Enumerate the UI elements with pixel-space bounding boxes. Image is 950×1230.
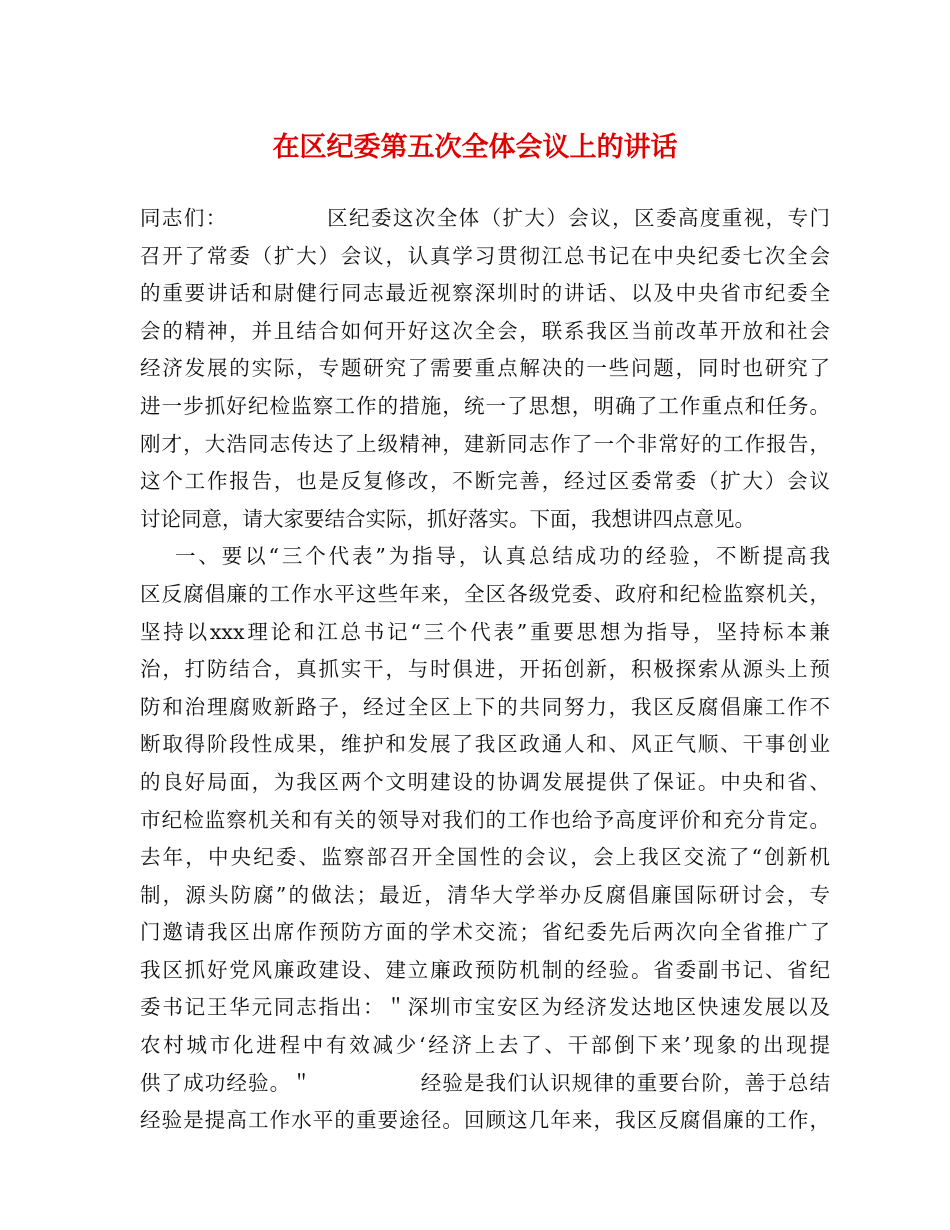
- text-line: 坚持以xxx理论和江总书记“三个代表”重要思想为指导，坚持标本兼: [140, 619, 830, 644]
- text-line: 委书记王华元同志指出：＂深圳市宝安区为经济发达地区快速发展以及: [140, 995, 830, 1020]
- text-line: 召开了常委（扩大）会议，认真学习贯彻江总书记在中央纪委七次全会: [140, 243, 830, 268]
- section-heading-line: 一、要以“三个代表”为指导，认真总结成功的经验，不断提高我: [175, 544, 830, 569]
- text-line: 的良好局面，为我区两个文明建设的协调发展提供了保证。中央和省、: [140, 769, 830, 794]
- text-line: 经济发展的实际，专题研究了需要重点解决的一些问题，同时也研究了: [140, 356, 830, 381]
- text-line: 会的精神，并且结合如何开好这次全会，联系我区当前改革开放和社会: [140, 318, 830, 343]
- text-line: 去年，中央纪委、监察部召开全国性的会议，会上我区交流了“创新机: [140, 845, 830, 870]
- text-line: 供了成功经验。＂ 经验是我们认识规律的重要台阶，善于总结: [140, 1070, 830, 1095]
- text-line: 门邀请我区出席作预防方面的学术交流；省纪委先后两次向全省推广了: [140, 920, 830, 945]
- text-line: 防和治理腐败新路子，经过全区上下的共同努力，我区反腐倡廉工作不: [140, 694, 830, 719]
- document-body: [140, 200, 830, 1140]
- text-line: 讨论同意，请大家要结合实际，抓好落实。下面，我想讲四点意见。: [140, 506, 755, 531]
- text-line: 的重要讲话和尉健行同志最近视察深圳时的讲话、以及中央省市纪委全: [140, 281, 830, 306]
- text-line: 进一步抓好纪检监察工作的措施，统一了思想，明确了工作重点和任务。: [140, 393, 830, 418]
- text-line: 这个工作报告，也是反复修改，不断完善，经过区委常委（扩大）会议: [140, 469, 830, 494]
- text-line: 农村城市化进程中有效减少‘经济上去了、干部倒下来’现象的出现提: [140, 1033, 830, 1058]
- text-line: 制，源头防腐”的做法；最近，清华大学举办反腐倡廉国际研讨会，专: [140, 882, 830, 907]
- text-line: 我区抓好党风廉政建设、建立廉政预防机制的经验。省委副书记、省纪: [140, 957, 830, 982]
- text-line: 经验是提高工作水平的重要途径。回顾这几年来，我区反腐倡廉的工作，: [140, 1108, 830, 1133]
- text-line: 区反腐倡廉的工作水平这些年来，全区各级党委、政府和纪检监察机关，: [140, 581, 830, 606]
- text-line: 市纪检监察机关和有关的领导对我们的工作也给予高度评价和充分肯定。: [140, 807, 830, 832]
- document-title: 在区纪委第五次全体会议上的讲话: [272, 132, 678, 163]
- text-line: 断取得阶段性成果，维护和发展了我区政通人和、风正气顺、干事创业: [140, 732, 830, 757]
- text-line: 刚才，大浩同志传达了上级精神，建新同志作了一个非常好的工作报告，: [140, 431, 830, 456]
- text-line: 治，打防结合，真抓实干，与时俱进，开拓创新，积极探索从源头上预: [140, 657, 830, 682]
- text-line: 同志们： 区纪委这次全体（扩大）会议，区委高度重视，专门: [140, 206, 830, 230]
